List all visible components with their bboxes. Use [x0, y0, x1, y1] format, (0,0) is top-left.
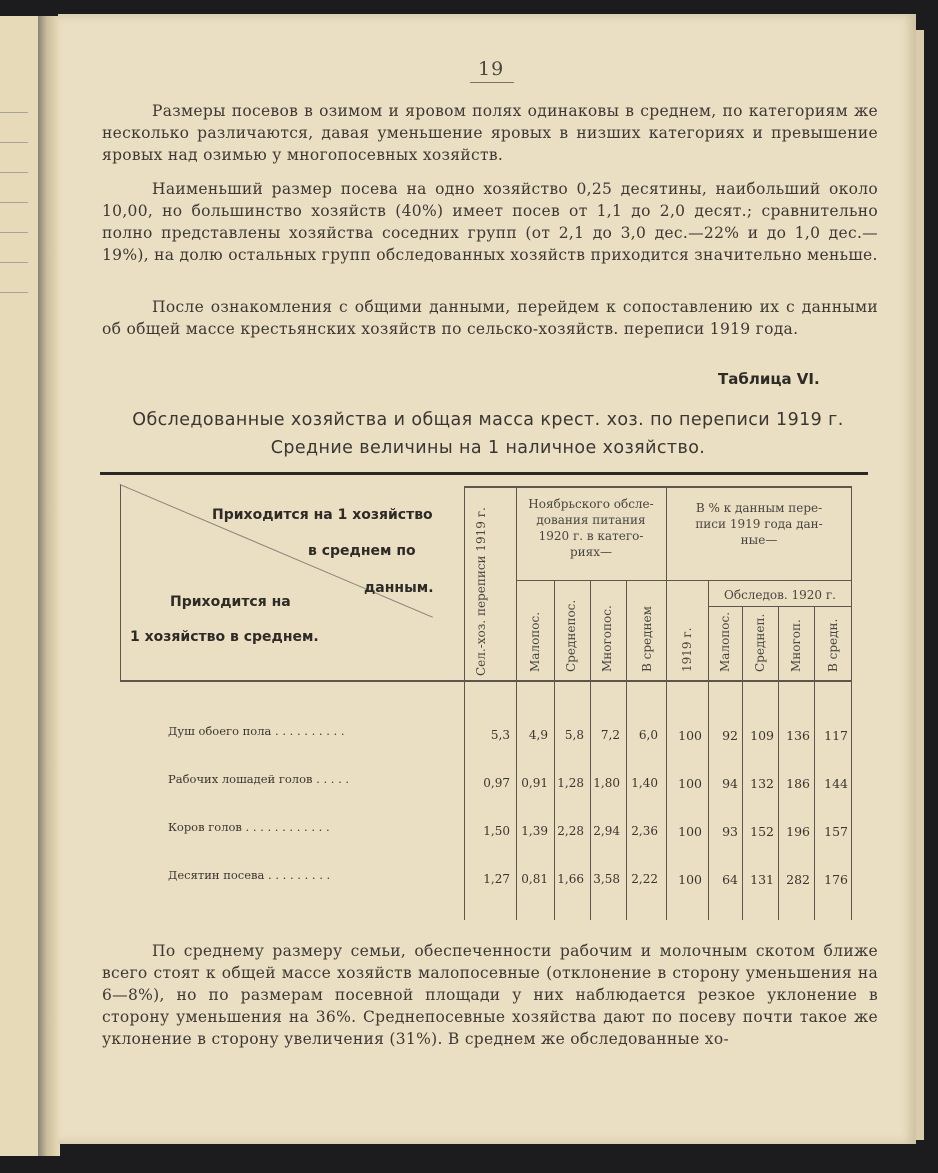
col-sep-2	[516, 486, 517, 920]
table-cell: 3,58	[593, 872, 620, 886]
table-cell: 100	[678, 776, 702, 791]
table-cell: 0,97	[483, 776, 510, 790]
col-sep-5	[626, 580, 627, 920]
table-cell: 152	[750, 824, 774, 839]
col-header-nov-malopos: Малопос.	[528, 611, 542, 672]
table-cell: 157	[824, 824, 848, 839]
col-header-pct-average: В средн.	[826, 618, 840, 672]
table-top-rule	[100, 472, 868, 475]
table-cell: 282	[786, 872, 810, 887]
table-cell: 1,28	[557, 776, 584, 790]
table-cell: 92	[722, 728, 738, 743]
table-cell: 109	[750, 728, 774, 743]
table-cell: 132	[750, 776, 774, 791]
row-label-horses: Рабочих лошадей голов . . . . .	[168, 772, 350, 786]
table-cell: 93	[722, 824, 738, 839]
table-label: Таблица VI.	[718, 370, 820, 388]
table-cell: 0,91	[521, 776, 548, 790]
corner-top-line2: в среднем по	[308, 543, 416, 559]
paragraph-3: После ознакомления с общими данными, перейдем к сопоставлению их с данными об общей массе крестьянских хозяйств по сельско-хозяйств. переписи 1919 года.	[102, 298, 878, 338]
col-header-nov-average: В среднем	[640, 606, 654, 672]
table-cell: 2,36	[631, 824, 658, 838]
table-cell: 2,28	[557, 824, 584, 838]
row-label-cows: Коров голов . . . . . . . . . . . .	[168, 820, 330, 834]
corner-bottom-line2: 1 хозяйство в среднем.	[130, 629, 319, 645]
table-cell: 1,80	[593, 776, 620, 790]
col-sep-4	[590, 580, 591, 920]
page-edge	[916, 30, 924, 1140]
col-header-census-1919: Сел.-хоз. переписи 1919 г.	[474, 507, 488, 676]
col-sep-1	[464, 486, 465, 920]
table-left-border	[120, 484, 121, 680]
row-label-souls: Душ обоего пола . . . . . . . . . .	[168, 724, 345, 738]
table-cell: 131	[750, 872, 774, 887]
paragraph-1: Размеры посевов в озимом и яровом полях одинаковы в среднем, по категориям же несколько различаются, давая уменьшение яровых в низших категориях и превышение яровых над озимью у многопосевных хозяйств.	[102, 102, 878, 164]
table-cell: 5,8	[564, 728, 584, 742]
table-cell: 2,22	[631, 872, 658, 886]
table-cell: 100	[678, 728, 702, 743]
page-number: 19	[478, 58, 505, 80]
table-cell: 1,40	[631, 776, 658, 790]
table-cell: 176	[824, 872, 848, 887]
subgroup-header-survey-1920: Обследов. 1920 г.	[724, 588, 836, 602]
table-cell: 7,2	[600, 728, 620, 742]
table-cell: 2,94	[593, 824, 620, 838]
row-label-sown-area: Десятин посева . . . . . . . . .	[168, 868, 331, 882]
table-cell: 100	[678, 872, 702, 887]
paragraph-2: Наименьший размер посева на одно хозяйство 0,25 десятины, наибольший около 10,00, но большинство хозяйств (40%) имеет посев от 1,1 до 2,0 десят.; сравнительно полно представлены хозяйства соседних групп (от 2,1 до 3,0 дес.—22% и до 1,0 дес.—19%), на долю остальных групп обследованных хозяйств приходится значительно меньше.	[102, 180, 878, 264]
group-header-percent: В % к данным пере- писи 1919 года дан- ные—	[695, 501, 823, 547]
nov-group-rule	[516, 580, 666, 581]
table-subtitle: Средние величины на 1 наличное хозяйство.	[270, 438, 706, 458]
table-right-border	[851, 486, 852, 920]
corner-top-line1: Приходится на 1 хозяйство	[212, 507, 433, 523]
page-number-rule	[470, 82, 514, 83]
table-cell: 4,9	[528, 728, 548, 742]
header-bottom-rule	[120, 680, 852, 682]
table-cell: 5,3	[490, 728, 510, 742]
corner-bottom-line1: Приходится на	[170, 594, 291, 610]
table-cell: 94	[722, 776, 738, 791]
col-sep-7	[708, 580, 709, 920]
col-header-nov-srednepos: Среднепос.	[564, 599, 578, 672]
table-cell: 100	[678, 824, 702, 839]
col-header-pct-mnogop: Многоп.	[789, 619, 803, 672]
table-title: Обследованные хозяйства и общая масса крест. хоз. по переписи 1919 г.	[132, 410, 844, 430]
paragraph-4: По среднему размеру семьи, обеспеченности рабочим и молочным скотом ближе всего стоят к общей массе хозяйств малопосевные (отклонение в сторону уменьшения на 6—8%), но по размерам посевной площади у них наблюдается резкое уклонение в сторону уменьшения на 36%. Среднепосевные хозяйства дают по посеву почти такое же уклонение в сторону увеличения (31%). В среднем же обследованные хо-	[102, 942, 878, 1048]
table-cell: 64	[722, 872, 738, 887]
col-header-pct-malopos: Малопос.	[718, 611, 732, 672]
table-cell: 117	[824, 728, 848, 743]
survey-1920-rule	[708, 606, 852, 607]
col-header-1919: 1919 г.	[680, 627, 694, 672]
table-cell: 0,81	[521, 872, 548, 886]
book-spine	[38, 16, 60, 1156]
group-header-nov-survey: Ноябрьского обсле- дования питания 1920 г. в катего- риях—	[528, 497, 654, 559]
col-sep-3	[554, 580, 555, 920]
table-cell: 1,50	[483, 824, 510, 838]
pct-group-rule	[666, 580, 852, 581]
col-sep-6	[666, 486, 667, 920]
table-cell: 186	[786, 776, 810, 791]
table-cell: 1,66	[557, 872, 584, 886]
col-header-nov-mnogopos: Многопос.	[600, 605, 614, 672]
table-cell: 6,0	[638, 728, 658, 742]
table-cell: 136	[786, 728, 810, 743]
table-cell: 1,39	[521, 824, 548, 838]
table-cell: 196	[786, 824, 810, 839]
table-header-top	[464, 486, 852, 488]
table-cell: 1,27	[483, 872, 510, 886]
col-header-pct-srednep: Среднеп.	[753, 613, 767, 672]
table-cell: 144	[824, 776, 848, 791]
left-page-edge	[0, 16, 40, 1156]
corner-top-line3: данным.	[364, 580, 434, 596]
